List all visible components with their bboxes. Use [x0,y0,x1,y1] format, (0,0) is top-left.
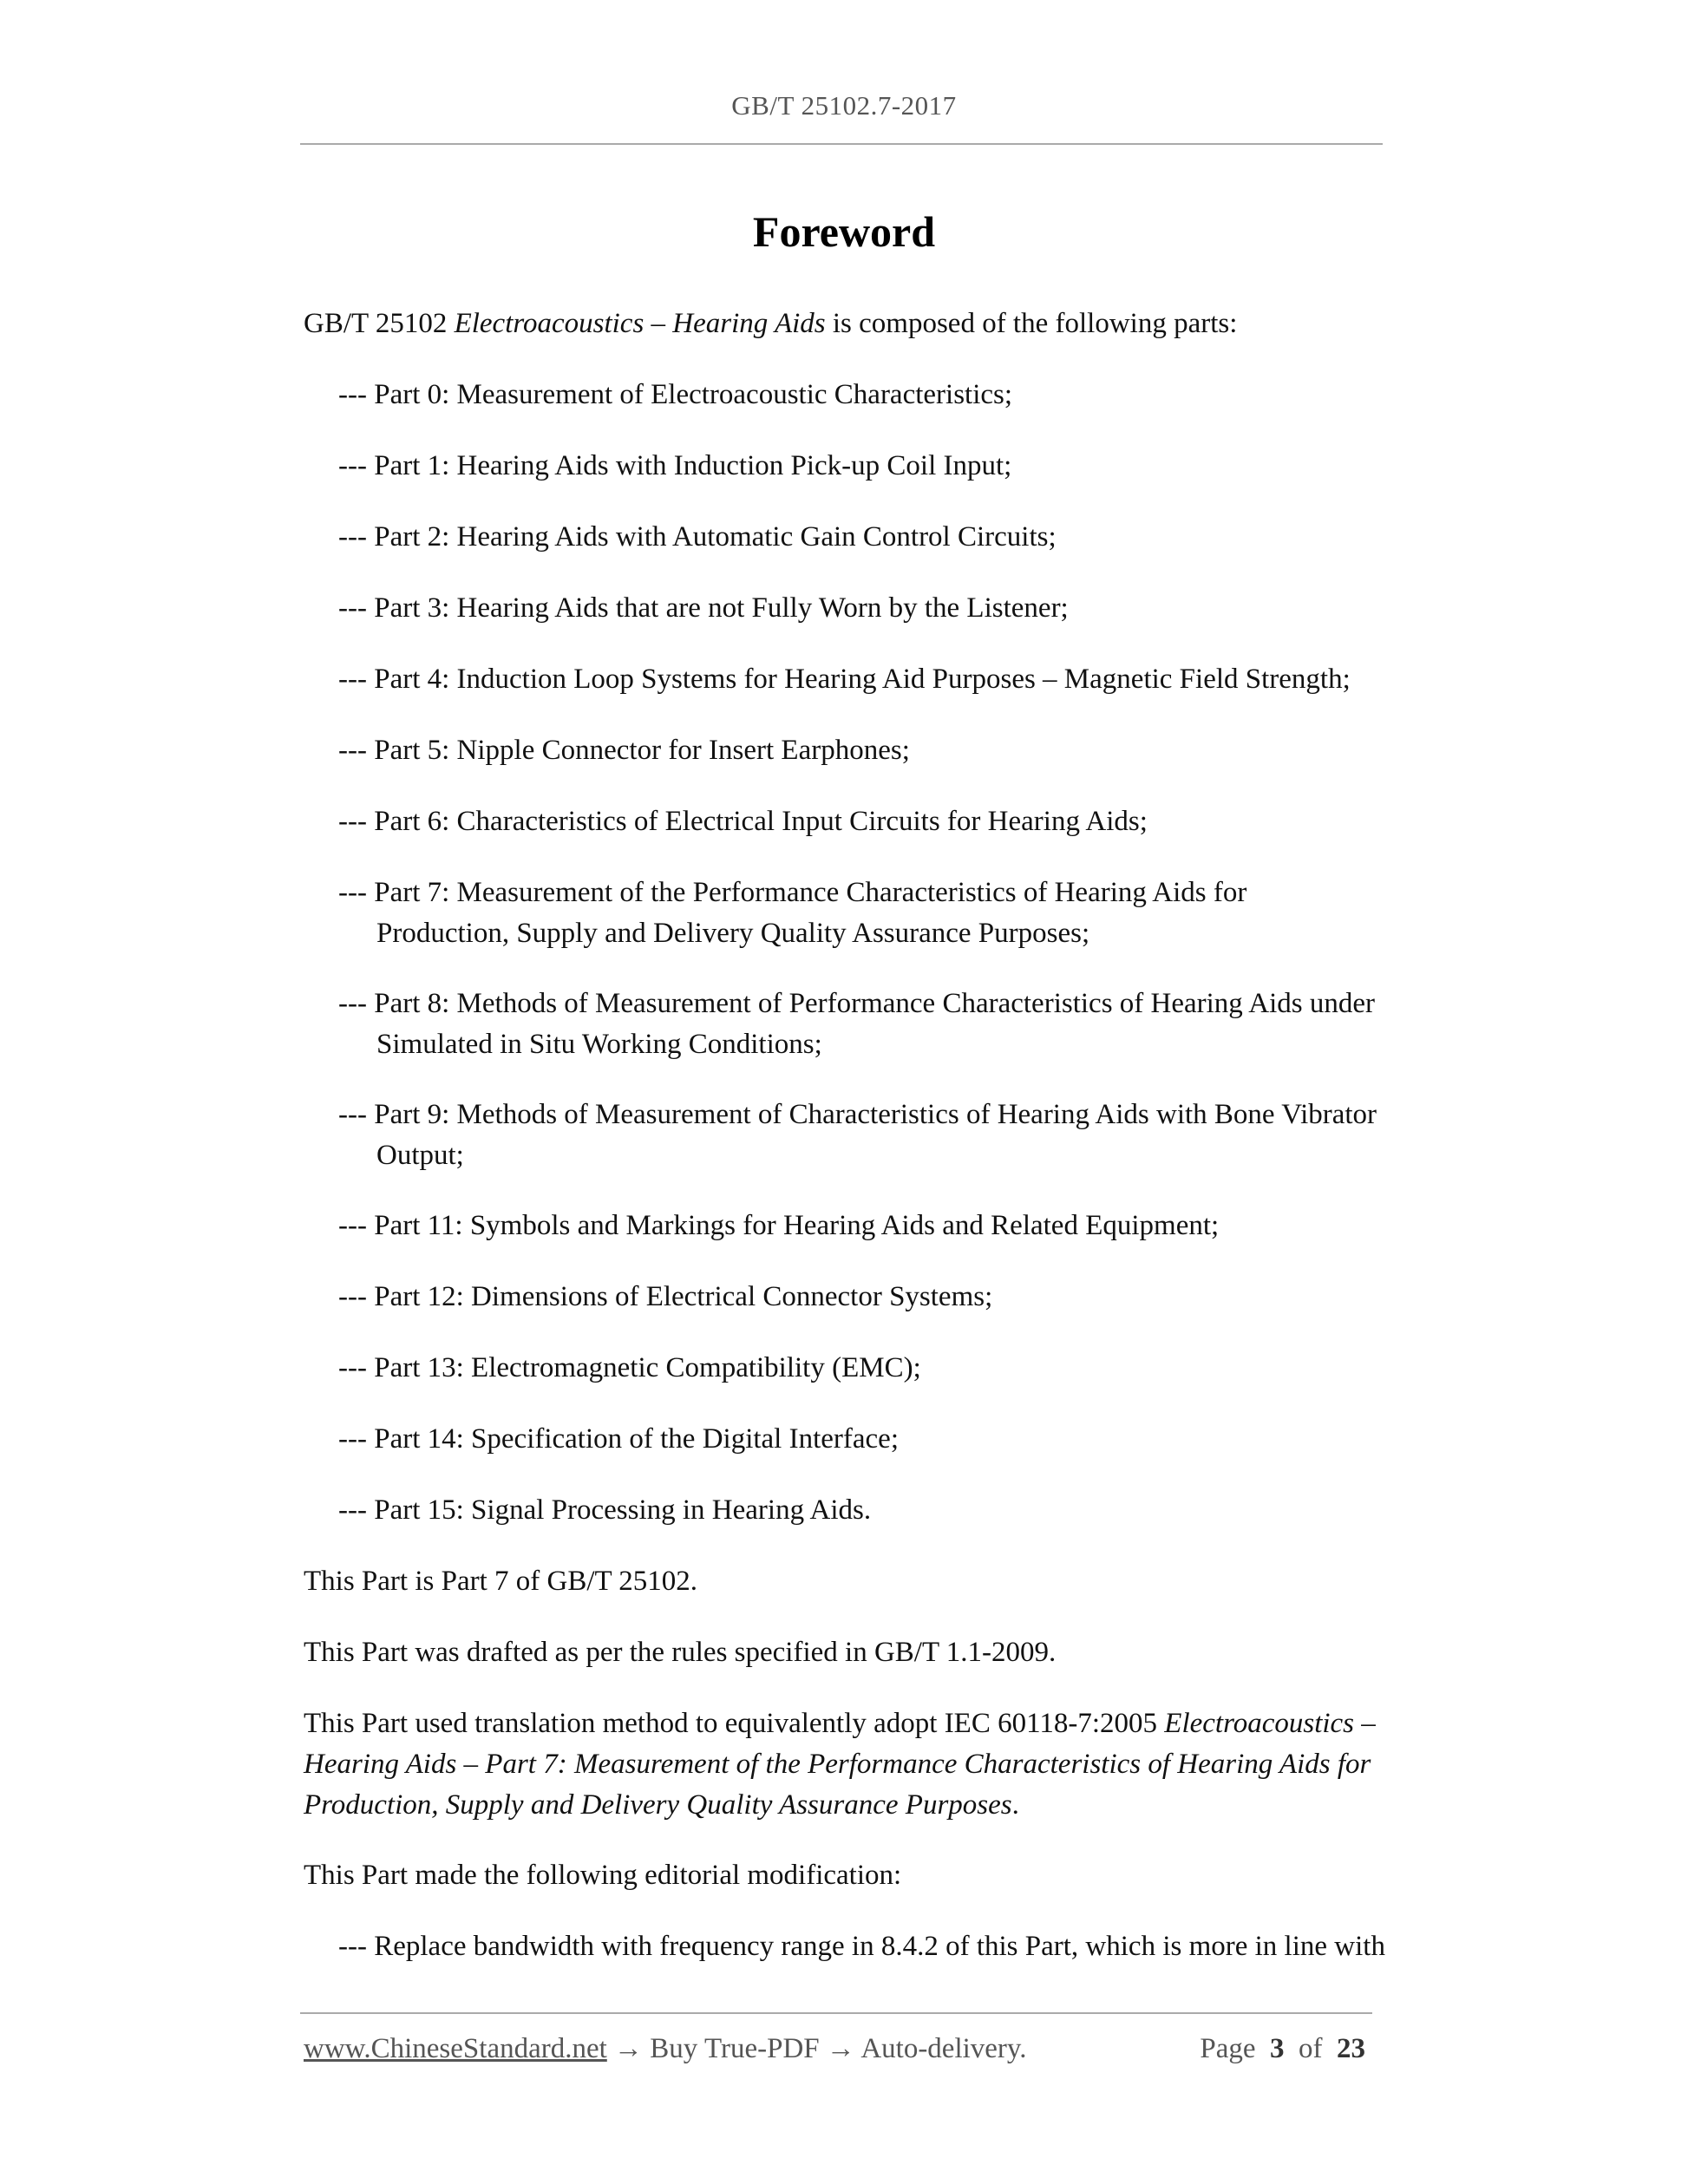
intro-suffix: is composed of the following parts: [825,308,1238,339]
adoption-prefix: This Part used translation method to equivalently adopt IEC 60118-7:2005 [304,1708,1165,1739]
list-item: --- Part 11: Symbols and Markings for Hearing Aids and Related Equipment; [338,1210,1220,1241]
adoption-statement [304,1703,1379,1826]
list-item: --- Part 13: Electromagnetic Compatibility (EMC); [338,1352,921,1383]
list-item: --- Part 0: Measurement of Electroacoustic Characteristics; [338,379,1013,410]
series-title: Electroacoustics – Hearing Aids [454,308,826,339]
list-item: --- Part 4: Induction Loop Systems for Hearing Aid Purposes – Magnetic Field Strength; [338,664,1351,695]
header-divider [300,143,1383,145]
list-item: --- Part 6: Characteristics of Electrical Input Circuits for Hearing Aids; [338,806,1148,837]
page-current: 3 [1270,2033,1285,2064]
page-title: Foreword [752,207,936,256]
list-item: --- Part 2: Hearing Aids with Automatic Gain Control Circuits; [338,521,1057,553]
header-doc-id: GB/T 25102.7-2017 [731,90,957,121]
page-label: Page [1200,2033,1256,2064]
part-of-statement: This Part is Part 7 of GB/T 25102. [304,1566,698,1597]
list-item: --- Part 5: Nipple Connector for Insert Earphones; [338,735,910,766]
intro-paragraph [304,304,1379,344]
footer-links [304,2033,1027,2065]
page-number [1200,2033,1365,2065]
adopted-standard-title: Electroacoustics – Hearing Aids – Part 7: Measurement of the Performance Characteristics of Hearing Aids for Production, Supply and Delivery Quality Assurance Purposes [304,1708,1376,1821]
page-total: 23 [1337,2033,1365,2064]
list-item: --- Part 9: Methods of Measurement of Characteristics of Hearing Aids with Bone Vibrator Output; [338,1099,1377,1171]
auto-delivery-text: Auto-delivery. [860,2033,1027,2064]
modification-item: --- Replace bandwidth with frequency range in 8.4.2 of this Part, which is more in line with [338,1931,1385,1962]
footer-divider [300,2012,1372,2014]
adoption-suffix: . [1011,1789,1019,1821]
arrow-icon: → [614,2033,644,2064]
intro-prefix: GB/T 25102 [304,308,455,339]
buy-pdf-text: Buy True-PDF [650,2033,820,2064]
list-item: --- Part 15: Signal Processing in Hearing Aids. [338,1494,872,1526]
list-item: --- Part 12: Dimensions of Electrical Connector Systems; [338,1281,993,1312]
list-item: --- Part 3: Hearing Aids that are not Fully Worn by the Listener; [338,592,1069,624]
page-of-label: of [1299,2033,1323,2064]
list-item: --- Part 1: Hearing Aids with Induction Pick-up Coil Input; [338,450,1012,481]
arrow-icon: → [826,2033,855,2064]
list-item: --- Part 7: Measurement of the Performance Characteristics of Hearing Aids for Production, Supply and Delivery Quality Assurance Purposes; [338,877,1247,949]
list-item: --- Part 8: Methods of Measurement of Performance Characteristics of Hearing Aids under Simulated in Situ Working Conditions; [338,988,1375,1060]
modification-intro: This Part made the following editorial modification: [304,1860,902,1891]
list-item: --- Part 14: Specification of the Digital Interface; [338,1423,899,1455]
site-link[interactable]: www.ChineseStandard.net [304,2033,607,2064]
drafted-statement: This Part was drafted as per the rules specified in GB/T 1.1-2009. [304,1637,1057,1668]
